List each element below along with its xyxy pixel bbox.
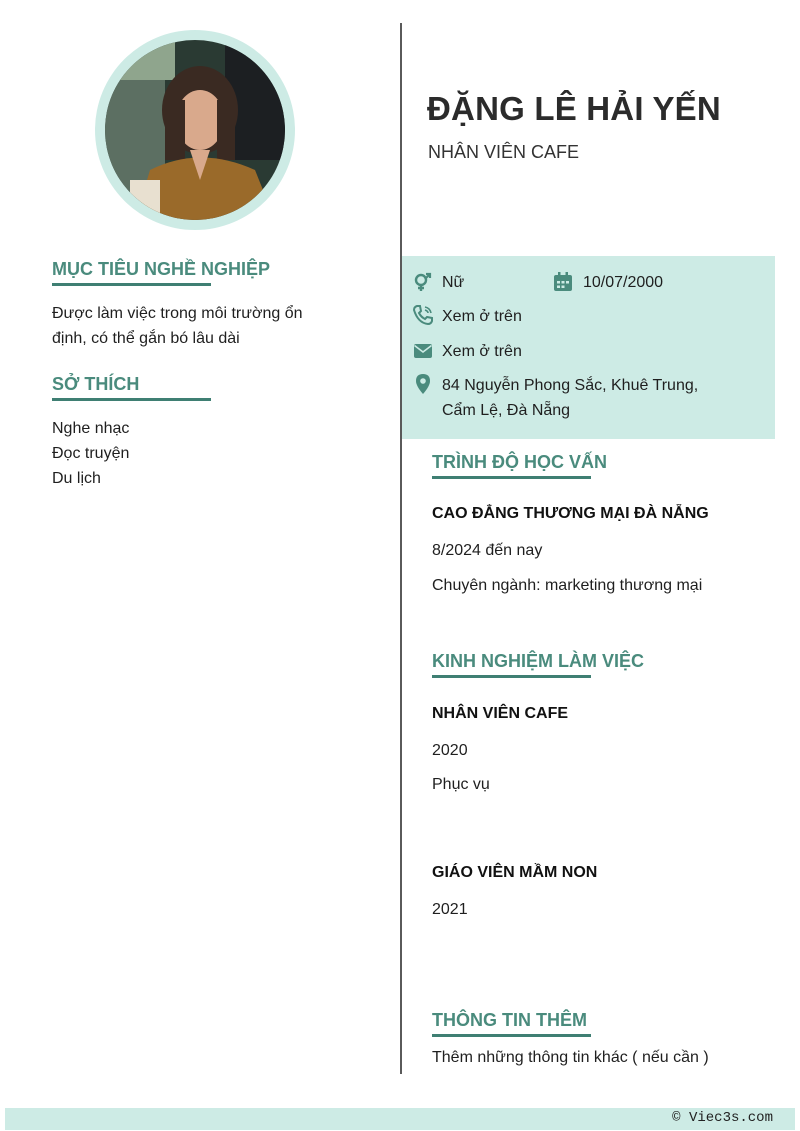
candidate-position: NHÂN VIÊN CAFE — [428, 142, 580, 162]
hobby-item: Du lịch — [52, 470, 101, 487]
extra-info-text: Thêm những thông tin khác ( nếu cần ) — [432, 1049, 709, 1066]
gender-value: Nữ — [442, 274, 465, 291]
education-underline — [432, 476, 591, 479]
footer-brand: © Viec3s.com — [672, 1110, 773, 1126]
objective-line-1: Được làm việc trong môi trường ổn — [52, 305, 303, 322]
job-role: GIÁO VIÊN MẦM NON — [432, 864, 598, 881]
experience-underline — [432, 675, 591, 678]
education-school: CAO ĐẲNG THƯƠNG MẠI ĐÀ NẴNG — [432, 505, 709, 522]
phone-icon — [413, 305, 433, 325]
job-role: NHÂN VIÊN CAFE — [432, 705, 569, 722]
calendar-icon — [553, 272, 573, 292]
hobby-item: Đọc truyện — [52, 445, 130, 462]
hobbies-underline — [52, 398, 211, 401]
objective-line-2: định, có thể gắn bó lâu dài — [52, 330, 240, 347]
education-period: 8/2024 đến nay — [432, 542, 543, 559]
candidate-name: ĐẶNG LÊ HẢI YẾN — [427, 90, 721, 127]
email-value: Xem ở trên — [442, 343, 522, 360]
extra-info-title: THÔNG TIN THÊM — [432, 1010, 587, 1030]
phone-value: Xem ở trên — [442, 308, 522, 325]
location-icon — [413, 374, 433, 394]
objective-title: MỤC TIÊU NGHỀ NGHIỆP — [52, 259, 271, 279]
education-major: Chuyên ngành: marketing thương mại — [432, 577, 703, 594]
hobbies-title: SỞ THÍCH — [52, 374, 140, 394]
job-year: 2021 — [432, 901, 468, 918]
address-line-2: Cẩm Lệ, Đà Nẵng — [442, 402, 571, 419]
extra-info-underline — [432, 1034, 591, 1037]
job-year: 2020 — [432, 742, 468, 759]
column-divider — [400, 23, 402, 1074]
avatar — [105, 40, 285, 220]
job-description: Phục vụ — [432, 776, 490, 793]
hobby-item: Nghe nhạc — [52, 420, 130, 437]
objective-underline — [52, 283, 211, 286]
education-title: TRÌNH ĐỘ HỌC VẤN — [432, 452, 607, 472]
address-line-1: 84 Nguyễn Phong Sắc, Khuê Trung, — [442, 377, 699, 394]
gender-icon — [413, 272, 433, 292]
email-icon — [413, 341, 433, 361]
contact-panel — [402, 256, 775, 439]
birthday-value: 10/07/2000 — [583, 274, 664, 291]
experience-title: KINH NGHIỆM LÀM VIỆC — [432, 651, 645, 671]
footer-bar — [5, 1108, 795, 1130]
